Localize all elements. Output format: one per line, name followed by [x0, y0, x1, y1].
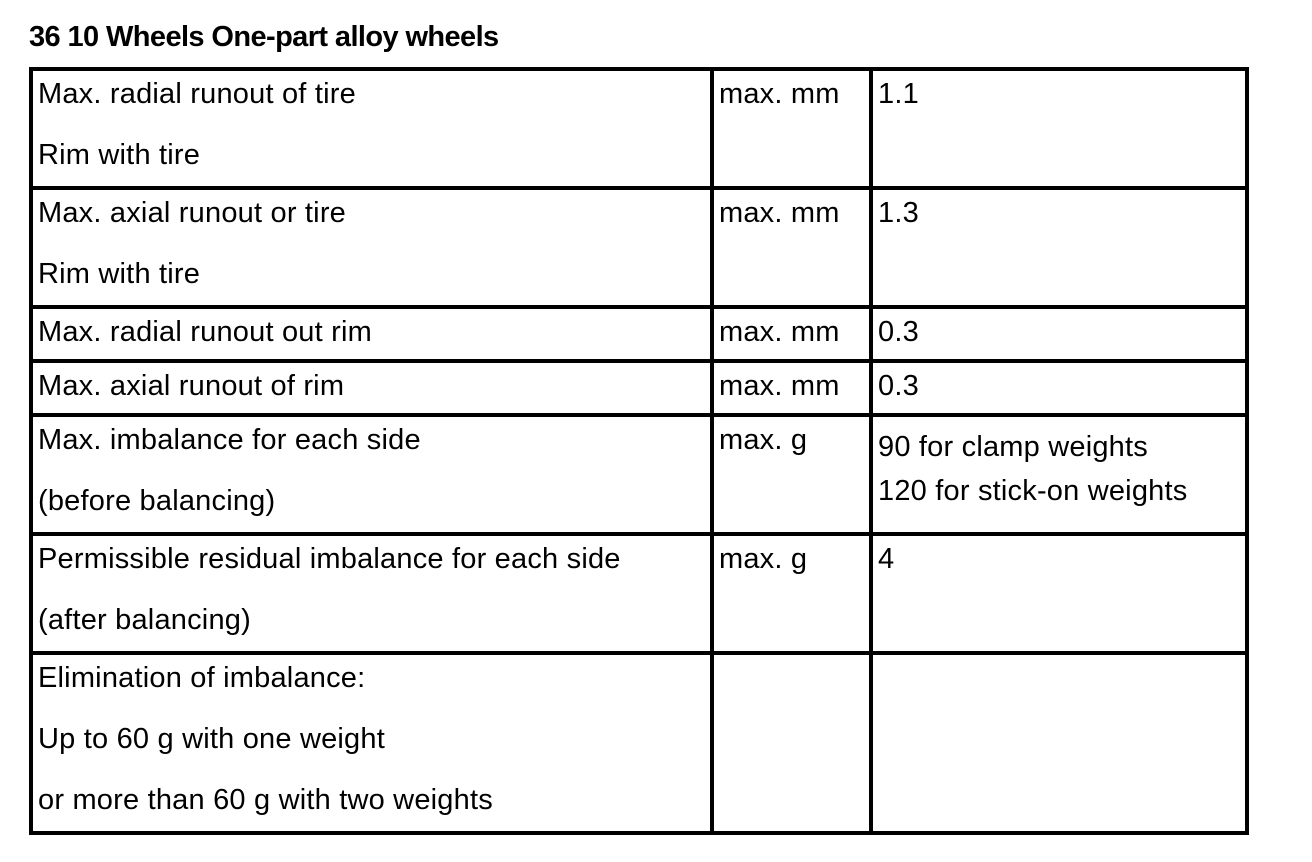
table-row [31, 415, 1247, 534]
value-cell [871, 188, 1247, 307]
description-line: Max. axial runout of rim [38, 370, 345, 402]
unit-text: max. mm [719, 370, 840, 402]
unit-cell [712, 307, 871, 361]
value-cell [871, 415, 1247, 534]
table-row [31, 653, 1247, 833]
unit-cell [712, 361, 871, 415]
table-row [31, 361, 1247, 415]
description-line: (before balancing) [38, 485, 276, 517]
description-line: Permissible residual imbalance for each side [38, 543, 621, 575]
unit-cell [712, 415, 871, 534]
value-cell [871, 534, 1247, 653]
description-cell [31, 69, 712, 188]
value-text: 90 for clamp weights [878, 431, 1148, 463]
description-line: Max. radial runout of tire [38, 78, 356, 110]
value-cell [871, 653, 1247, 833]
table-row [31, 69, 1247, 188]
description-line: (after balancing) [38, 604, 251, 636]
value-cell [871, 361, 1247, 415]
value-text: 0.3 [878, 370, 919, 402]
description-cell [31, 307, 712, 361]
value-cell [871, 69, 1247, 188]
unit-cell [712, 69, 871, 188]
value-cell [871, 307, 1247, 361]
wheel-spec-table [29, 67, 1249, 835]
description-line: Max. imbalance for each side [38, 424, 421, 456]
description-line: Rim with tire [38, 258, 201, 290]
unit-text: max. g [719, 543, 808, 575]
unit-text: max. mm [719, 316, 840, 348]
description-line: Elimination of imbalance: [38, 662, 366, 694]
description-line: or more than 60 g with two weights [38, 784, 493, 816]
value-text: 0.3 [878, 316, 919, 348]
description-line: Max. axial runout or tire [38, 197, 347, 229]
table-row [31, 188, 1247, 307]
description-line: Rim with tire [38, 139, 201, 171]
value-text: 120 for stick-on weights [878, 475, 1188, 507]
table-row [31, 307, 1247, 361]
value-text: 1.1 [878, 78, 919, 110]
unit-cell [712, 653, 871, 833]
unit-text: max. g [719, 424, 808, 456]
description-line: Max. radial runout out rim [38, 316, 372, 348]
description-line: Up to 60 g with one weight [38, 723, 385, 755]
unit-text: max. mm [719, 78, 840, 110]
value-text: 1.3 [878, 197, 919, 229]
description-cell [31, 415, 712, 534]
value-text: 4 [878, 543, 895, 575]
description-cell [31, 653, 712, 833]
unit-cell [712, 188, 871, 307]
page-title: 36 10 Wheels One-part alloy wheels [29, 21, 499, 53]
unit-text: max. mm [719, 197, 840, 229]
description-cell [31, 188, 712, 307]
description-cell [31, 534, 712, 653]
description-cell [31, 361, 712, 415]
table-row [31, 534, 1247, 653]
unit-cell [712, 534, 871, 653]
